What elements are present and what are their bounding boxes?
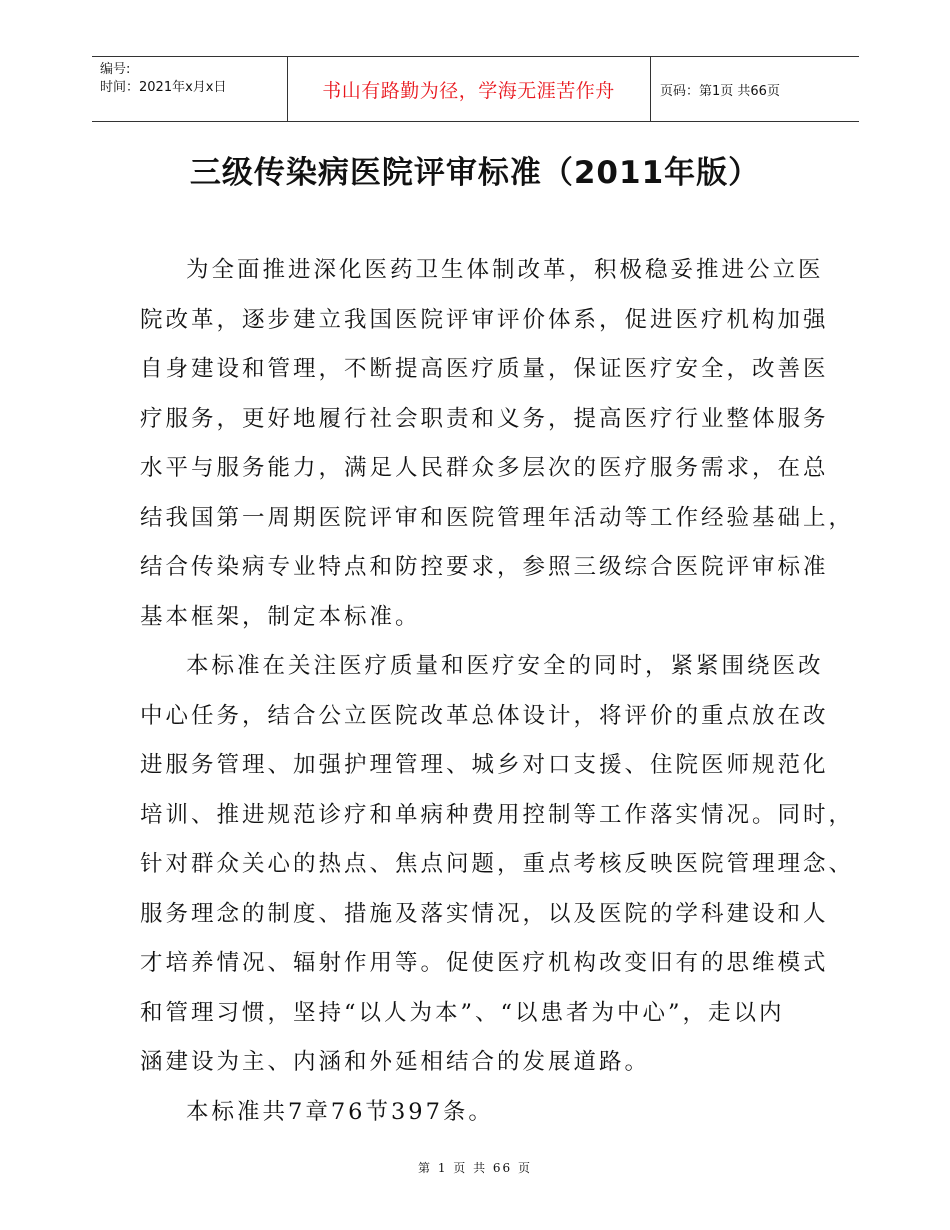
header-divider xyxy=(650,57,651,121)
paragraph-line: 院改革，逐步建立我国医院评审评价体系，促进医疗机构加强 xyxy=(140,306,829,333)
paragraph-line: 进服务管理、加强护理管理、城乡对口支援、住院医师规范化 xyxy=(140,752,829,778)
document-body xyxy=(140,246,855,1137)
paragraph-line: 服务理念的制度、措施及落实情况，以及医院的学科建设和人 xyxy=(140,900,829,927)
paragraph-line: 本标准在关注医疗质量和医疗安全的同时，紧紧围绕医改 xyxy=(186,653,824,679)
page-footer: 第 1 页 共 66 页 xyxy=(418,1161,532,1175)
paragraph-line: 中心任务，结合公立医院改革总体设计，将评价的重点放在改 xyxy=(140,702,829,729)
paragraph-line: 自身建设和管理，不断提高医疗质量，保证医疗安全，改善医 xyxy=(140,356,829,382)
paragraph-line: 疗服务，更好地履行社会职责和义务，提高医疗行业整体服务 xyxy=(140,405,829,432)
paragraph-line: 基本框架，制定本标准。 xyxy=(140,603,421,630)
paragraph-line: 为全面推进深化医药卫生体制改革，积极稳妥推进公立医 xyxy=(186,257,824,283)
page-header xyxy=(92,56,859,122)
paragraph-line: 结我国第一周期医院评审和医院管理年活动等工作经验基础上， xyxy=(140,504,855,531)
paragraph-line: 培训、推进规范诊疗和单病种费用控制等工作落实情况。同时， xyxy=(140,801,855,828)
paragraph-line: 涵建设为主、内涵和外延相结合的发展道路。 xyxy=(140,1049,651,1075)
header-meta xyxy=(100,61,226,97)
header-page-info: 页码：第1页 共66页 xyxy=(660,83,780,99)
paragraph-line: 和管理习惯，坚持“以人为本”、“以患者为中心”，走以内 xyxy=(140,999,785,1026)
paragraph-line: 才培养情况、辐射作用等。促使医疗机构改变旧有的思维模式 xyxy=(140,950,829,976)
paragraph-line: 水平与服务能力，满足人民群众多层次的医疗服务需求，在总 xyxy=(140,455,829,481)
paragraph-line: 针对群众关心的热点、焦点问题，重点考核反映医院管理理念、 xyxy=(140,851,855,877)
paragraph-line: 结合传染病专业特点和防控要求，参照三级综合医院评审标准 xyxy=(140,554,829,580)
document-title: 三级传染病医院评审标准（2011年版） xyxy=(189,155,761,191)
doc-number-label: 编号: xyxy=(100,62,131,77)
paragraph-line: 本标准共7章76节397条。 xyxy=(186,1098,494,1125)
header-motto: 书山有路勤为径，学海无涯苦作舟 xyxy=(322,79,615,102)
time-label: 时间：2021年x月x日 xyxy=(100,80,227,95)
